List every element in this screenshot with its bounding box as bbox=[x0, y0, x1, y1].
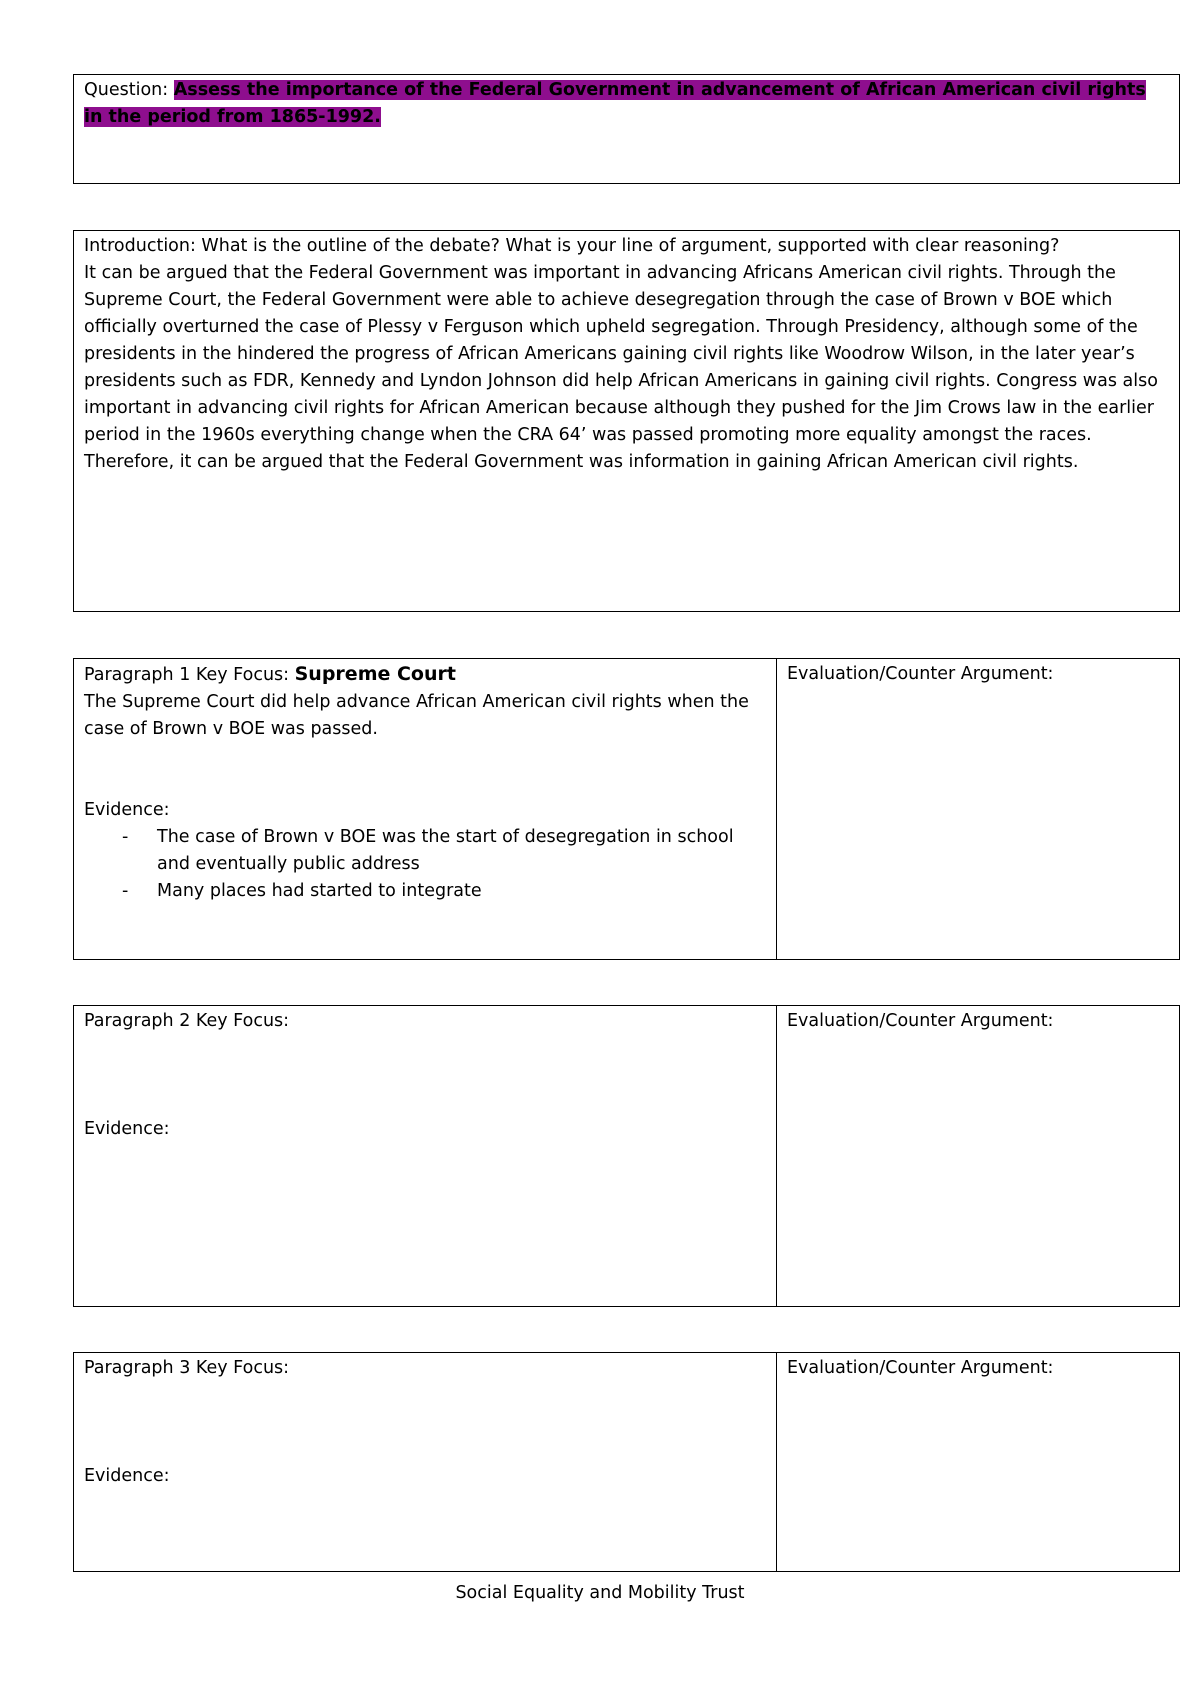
paragraph-2-focus-label: Paragraph 2 Key Focus: bbox=[84, 1011, 290, 1031]
paragraph-2-evaluation-label: Evaluation/Counter Argument: bbox=[787, 1011, 1054, 1031]
paragraph-2-main-cell bbox=[74, 1006, 777, 1306]
question-label: Question: bbox=[84, 80, 174, 100]
paragraph-2-evaluation-cell bbox=[777, 1006, 1179, 1306]
question-text: Assess the importance of the Federal Government in advancement of African American civil rights in the period from 1865-1992. bbox=[84, 80, 1146, 127]
evidence-item: - The case of Brown v BOE was the start of desegregation in school and eventually public address bbox=[122, 824, 766, 878]
paragraph-3-table bbox=[73, 1352, 1180, 1572]
introduction-body: It can be argued that the Federal Government was important in advancing Africans American civil rights. Through the Supreme Court, the Federal Government were able to achieve desegregation through the case of Brown v BOE which officially overturned the case of Plessy v Ferguson which upheld segregation. Through Presidency, although some of the presidents in the hindered the progress of African Americans gaining civil rights like Woodrow Wilson, in the later year’s presidents such as FDR, Kennedy and Lyndon Johnson did help African Americans in gaining civil rights. Congress was also important in advancing civil rights for African American because although they pushed for the Jim Crows law in the earlier period in the 1960s everything change when the CRA 64’ was passed promoting more equality amongst the races. Therefore, it can be argued that the Federal Government was information in gaining African American civil rights. bbox=[84, 263, 1158, 472]
paragraph-1-main-cell bbox=[74, 659, 777, 959]
paragraph-2-evidence-label: Evidence: bbox=[84, 1119, 170, 1139]
paragraph-1-evidence-list bbox=[84, 824, 766, 905]
paragraph-1-text: The Supreme Court did help advance African American civil rights when the case of Brown v BOE was passed. bbox=[84, 692, 749, 739]
paragraph-1-evaluation-cell bbox=[777, 659, 1179, 959]
paragraph-1-focus-value: Supreme Court bbox=[294, 663, 456, 685]
evidence-item: - Many places had started to integrate bbox=[122, 878, 766, 905]
question-box bbox=[73, 74, 1180, 184]
paragraph-3-evaluation-label: Evaluation/Counter Argument: bbox=[787, 1358, 1054, 1378]
paragraph-3-evidence-label: Evidence: bbox=[84, 1466, 170, 1486]
paragraph-2-table bbox=[73, 1005, 1180, 1307]
paragraph-1-table bbox=[73, 658, 1180, 960]
paragraph-3-focus-label: Paragraph 3 Key Focus: bbox=[84, 1358, 290, 1378]
page-footer: Social Equality and Mobility Trust bbox=[455, 1583, 745, 1603]
paragraph-3-main-cell bbox=[74, 1353, 777, 1571]
paragraph-1-evidence-label: Evidence: bbox=[84, 800, 170, 820]
paragraph-1-evaluation-label: Evaluation/Counter Argument: bbox=[787, 664, 1054, 684]
introduction-box bbox=[73, 230, 1180, 612]
paragraph-3-evaluation-cell bbox=[777, 1353, 1179, 1571]
introduction-prompt: Introduction: What is the outline of the debate? What is your line of argument, supported with clear reasoning? bbox=[84, 236, 1060, 256]
paragraph-1-focus-label: Paragraph 1 Key Focus: bbox=[84, 665, 295, 685]
